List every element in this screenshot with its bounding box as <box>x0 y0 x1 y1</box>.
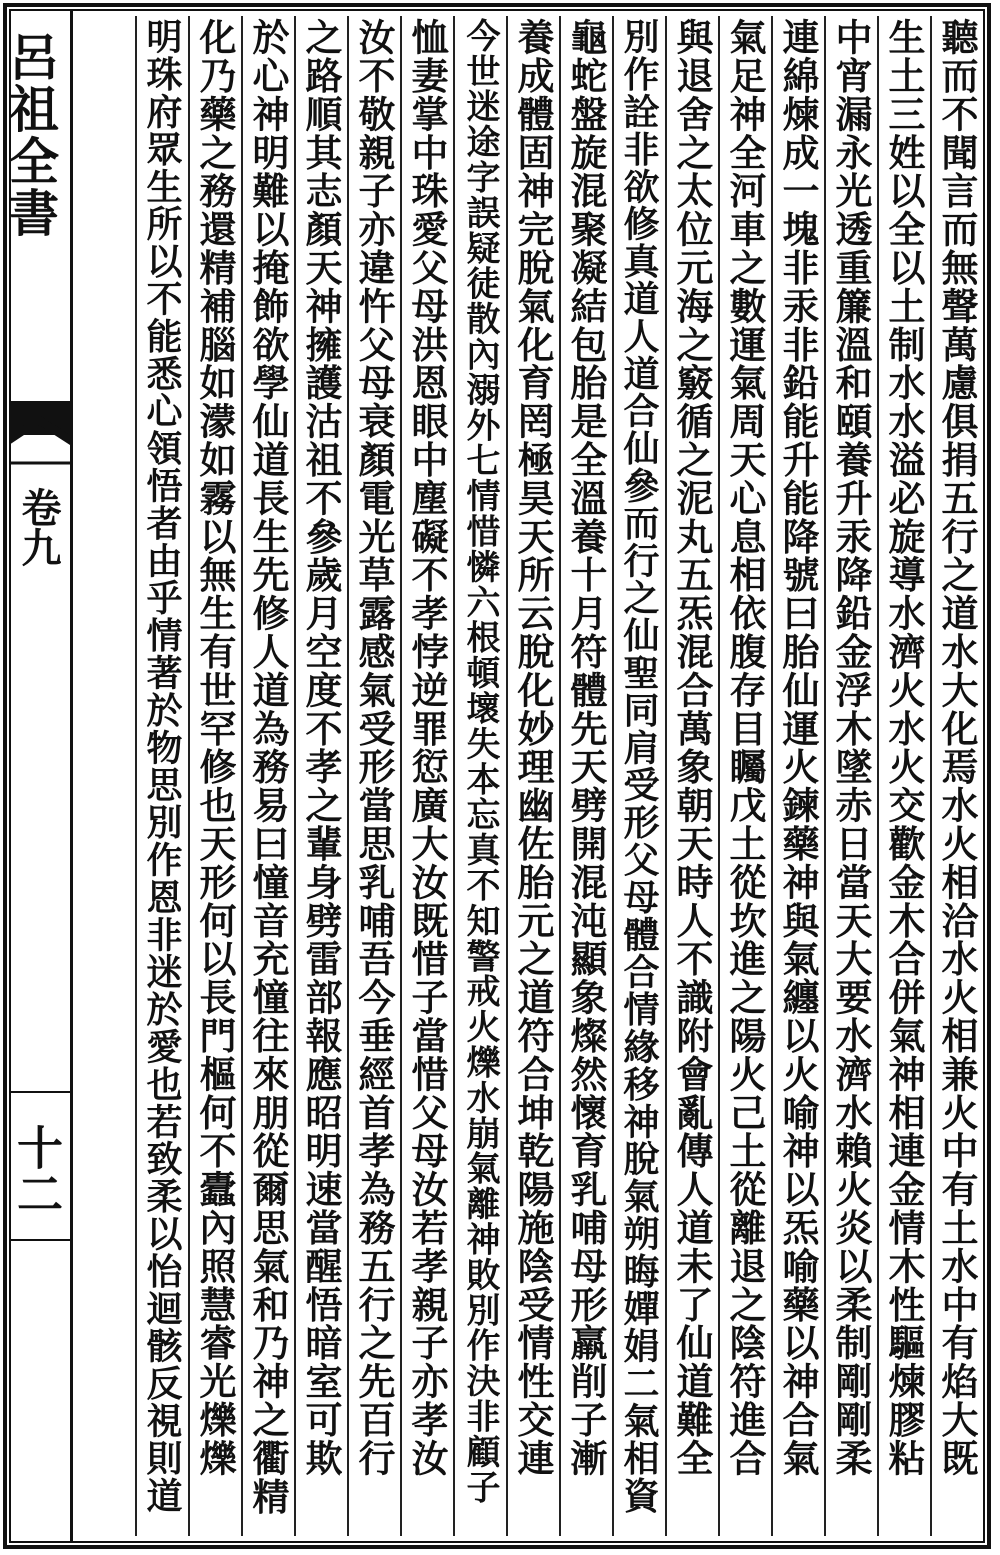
column-text: 氣足神全河車之數運氣周天心息相依腹存目矚戊土從坎進之陽火己土從離退之陰符進合 <box>723 18 767 1478</box>
column-text: 恤妻掌中珠愛父母洪恩眼中塵礙不孝悖逆罪愆廣大汝既惜子當惜父母汝若孝親子亦孝汝 <box>405 18 449 1478</box>
fish-tail-mark-icon <box>9 401 70 471</box>
page-number: 十二 <box>10 1124 64 1216</box>
text-column <box>400 16 450 1536</box>
text-column <box>877 16 927 1536</box>
column-text: 於心神明難以掩飾欲學仙道長生先修人道為務易曰憧音充憧往來朋從爾思氣和乃神之衢精 <box>246 18 290 1516</box>
column-text: 連綿煉成一塊非汞非鉛能升能降號曰胎仙運火鍊藥神與氣纏以火喻神以炁喻藥以神合氣 <box>776 18 820 1478</box>
column-text: 汝不敬親子亦違忤父母衰顏電光草露感氣受形當思乳哺吾今垂經首孝為務五行之先百行 <box>352 18 396 1478</box>
text-column <box>559 16 609 1536</box>
text-column <box>294 16 344 1536</box>
column-text: 養成體固神完脫氣化育罔極昊天所云脫化妙理幽佐胎元之道符合坤乾陽施陰受情性交連 <box>511 18 555 1478</box>
column-text: 之路順其志顏天神擁護沽祖不參歲月空度不孝之輩身劈雷部報應昭明速當醒悟暗室可欺 <box>299 18 343 1478</box>
text-column <box>824 16 874 1536</box>
column-text: 中宵漏永光透重簾溫和頤養升汞降鉛金浮木墜赤日當天大要水濟水賴火炎以柔制剛剛柔 <box>829 18 873 1478</box>
text-column <box>347 16 397 1536</box>
text-column <box>718 16 768 1536</box>
margin-divider <box>9 1091 70 1093</box>
column-text: 與退舍之太位元海之竅循之泥丸五炁混合萬象朝天時人不識附會亂傳人道未了仙道難全 <box>670 18 714 1478</box>
margin-strip <box>1 9 73 1543</box>
text-column <box>188 16 238 1536</box>
margin-divider <box>9 1239 70 1241</box>
column-text: 聽而不聞言而無聲萬慮俱捐五行之道水大化焉水火相洽水火相兼火中有土水中有焰大既 <box>935 18 979 1478</box>
column-text: 別作詮非欲修真道人道合仙參而行之仙聖同肩受形父母體合情緣移神脫氣朔晦嬋娟二氣相資 <box>618 18 660 1514</box>
volume-label: 卷九 <box>15 487 62 567</box>
column-text: 化乃藥之務還精補腦如濛如霧以無生有世罕修也天形何以長門樞何不蠹內照慧睿光爍爍 <box>193 18 237 1478</box>
text-column <box>612 16 662 1536</box>
text-column <box>506 16 556 1536</box>
text-column <box>241 16 291 1536</box>
text-column <box>771 16 821 1536</box>
text-column <box>135 16 185 1536</box>
column-text: 龜蛇盤旋混聚凝結包胎是全溫養十月符體先天劈開混沌顯象燦然懷育乳哺母形羸削子漸 <box>564 18 608 1478</box>
column-text: 今世迷途字誤疑徒散內溺外七情惜憐六根頓壞失本忘真不知警戒火爍水崩氣離神敗別作決非顧子 <box>460 18 500 1505</box>
text-column <box>665 16 715 1536</box>
column-text: 明珠府眾生所以不能悉心領悟者由乎情著於物思別作恩非迷於愛也若致柔以怡迴骸反視則道 <box>141 18 183 1514</box>
text-column <box>930 16 980 1536</box>
text-column <box>453 16 503 1536</box>
column-text: 生土三姓以全以土制水水溢必旋導水濟火水火交歡金木合併氣神相連金情木性驅煉膠粘 <box>882 18 926 1478</box>
book-title: 呂祖全書 <box>1 31 60 239</box>
